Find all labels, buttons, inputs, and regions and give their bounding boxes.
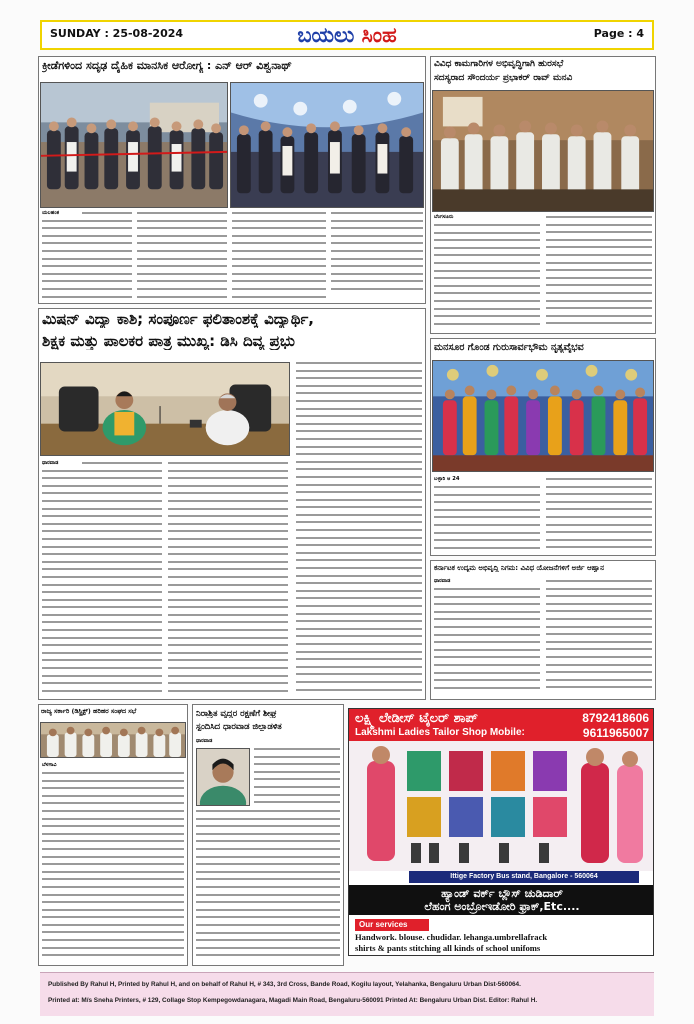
employees-photo (40, 722, 186, 758)
sports-body-text-col3 (232, 212, 326, 300)
mission-body-text-col3 (296, 362, 422, 696)
ad-services-line-2: shirts & pants stitching all kinds of school unifoms (355, 943, 541, 953)
elderly-dateline: ಧಾರವಾಡ (196, 738, 213, 744)
ad-band-line-2: ಲೆಹಂಗ ಅಂಬ್ರೋಇಡೋರಿ ಫ್ರಾಕ್,Etc.... (424, 900, 580, 913)
ad-phone-1: 8792418606 (582, 711, 649, 725)
elderly-headline-line2: ಸ್ಪಂದಿಸಿದ ಧಾರವಾಡ ಜಿಲ್ಲಾಡಳಿತ (196, 721, 282, 731)
sports-dateline: ಯಲಹಂಕ (42, 210, 82, 218)
ad-band (349, 885, 654, 915)
imprint-line-2: Printed at: M/s Sneha Printers, # 129, Collage Stop Kempegowdanagara, Magadi Main Road, Bengaluru-560091 Printed At: Bengaluru Urban Dist. Editor: Rahul H. (48, 997, 538, 1004)
elderly-body-text (196, 810, 340, 962)
dance-body-text-col2 (546, 478, 652, 552)
ad-services-line-1: Handwork. blouse. chudidar. lehanga.umbrellafrack (355, 932, 548, 942)
dance-dateline: ಬಳ್ಳಾರಿ ಆ 24 (434, 476, 460, 482)
masthead (40, 20, 654, 50)
mission-headline-line1: ಮಿಷನ್ ವಿದ್ಯಾ ಕಾಶಿ; ಸಂಪೂರ್ಣ ಫಲಿತಾಂಶಕ್ಕೆ ವಿದ್ಯಾರ್ಥಿ, (42, 311, 314, 328)
workers-dateline: ಬೆಂಗಳೂರು (434, 214, 454, 220)
scheme-body-text-col2 (546, 580, 652, 696)
workers-photo (432, 90, 654, 212)
sports-photo-ribbon-cutting (40, 82, 228, 208)
elderly-headline-line1: ನಿರಾಶ್ರಿತ ವೃದ್ಧರ ರಕ್ಷಣೆಗೆ ಶೀಘ್ರ (196, 708, 277, 718)
sports-headline: ಕ್ರೀಡೆಗಳಿಂದ ಸದೃಢ ದೈಹಿಕ ಮಾನಸಿಕ ಆರೋಗ್ಯ : ಎನ್ ಆರ್ ವಿಶ್ವನಾಥ್ (42, 60, 292, 72)
ad-phone-2: 9611965007 (582, 726, 649, 740)
sports-body-text-col4 (331, 212, 423, 300)
mission-photo-meeting (40, 362, 290, 456)
mission-dateline: ಧಾರವಾಡ (42, 460, 82, 468)
ad-address: Ittige Factory Bus stand, Bangalore - 560064 (409, 871, 639, 883)
dance-headline: ಮನಸೂರ ಗೊಂಡ ಗುರುಸಾರ್ವಭೌಮ ನೃತ್ಯವೈಭವ (434, 342, 584, 353)
mission-body-text-col2 (168, 462, 288, 696)
issue-date: SUNDAY : 25-08-2024 (50, 27, 184, 40)
title-part-1: ಬಯಲು (297, 23, 362, 47)
sports-photo-stage (230, 82, 424, 208)
ad-band-line-1: ಹ್ಯಾಂಡ್ ವರ್ಕ್ ಬ್ಲೌಸ್ ಚುಡಿದಾರ್ (441, 887, 563, 900)
ad-models-illustration (349, 741, 654, 871)
dance-body-text-col1 (434, 486, 540, 552)
ad-header (349, 709, 654, 741)
scheme-body-text-col1 (434, 588, 540, 696)
imprint-line-1: Published By Rahul H, Printed by Rahul H, and on behalf of Rahul H, # 343, 3rd Cross, Bande Road, Kogilu layout, Yelahanka, Bengaluru Urban Dist-560064. (48, 981, 521, 988)
workers-headline-line2: ಸದಸ್ಯರಾದ ಸೌಂದರ್ಯ ಪ್ರಭಾಕರ್ ರಾವ್ ಮನವಿ (434, 73, 573, 83)
title-part-2: ಸಿಂಹ (361, 23, 397, 47)
tailor-shop-advertisement (348, 708, 654, 956)
ad-shop-name-english: Lakshmi Ladies Tailor Shop Mobile: (355, 727, 525, 738)
sports-body-text (42, 212, 132, 300)
scheme-headline: ಕರ್ನಾಟಕ ಉದ್ಯಮ ಅಭಿವೃದ್ಧಿ ನಿಗಮ: ವಿವಿಧ ಯೋಜನೆಗಳಿಗೆ ಅರ್ಜಿ ಆಹ್ವಾನ (434, 564, 605, 572)
workers-body-text-col2 (546, 216, 652, 330)
employees-headline: ರಾಜ್ಯ ಸರ್ಕಾರಿ (ಡಿಸ್ಟ್ರಿಕ್ಟ್) ಹರಿಹರ ಸಂಘದ ಸಭೆ (41, 708, 137, 715)
page-number: Page : 4 (593, 27, 644, 40)
employees-body-text (42, 772, 184, 962)
scheme-dateline: ಧಾರವಾಡ (434, 578, 451, 584)
imprint-footer (40, 972, 654, 1016)
workers-body-text-col1 (434, 224, 540, 330)
sports-body-text-col2 (137, 212, 227, 300)
newspaper-title (42, 23, 652, 48)
ad-services-list (355, 932, 651, 954)
mission-body-text-col1 (42, 462, 162, 696)
mission-headline-line2: ಶಿಕ್ಷಕ ಮತ್ತು ಪಾಲಕರ ಪಾತ್ರ ಮುಖ್ಯ: ಡಿಸಿ ದಿವ್ಯ ಪ್ರಭು (42, 333, 295, 350)
ad-services-label: Our services (355, 919, 429, 931)
employees-dateline: ಬೆಳಗಾವಿ (42, 762, 57, 768)
workers-headline-line1: ವಿವಿಧ ಕಾಮಗಾರಿಗಳ ಅಭಿವೃದ್ಧಿಗಾಗಿ ಹುರಸಭೆ (434, 59, 564, 69)
elderly-photo-portrait (196, 748, 250, 806)
dance-photo (432, 360, 654, 472)
elderly-body-text-top (254, 748, 340, 806)
ad-shop-name-kannada: ಲಕ್ಷ್ಮಿ ಲೇಡೀಸ್ ಟೈಲರ್ ಶಾಪ್ (355, 711, 478, 726)
